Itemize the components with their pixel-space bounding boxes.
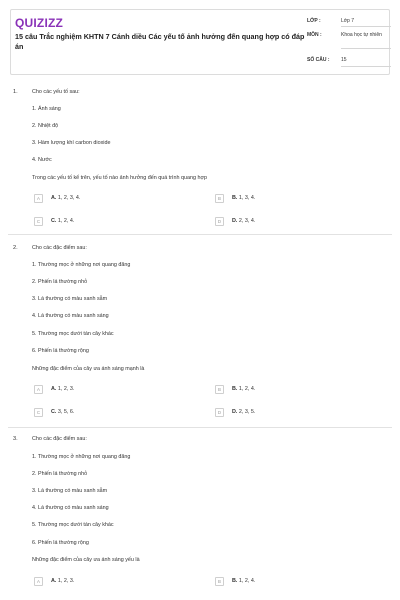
question-line: 4. Lá thường có màu xanh sáng (32, 505, 109, 511)
option-key: B. (232, 386, 238, 392)
option-letter: B (215, 577, 224, 586)
class-label: LỚP : (307, 18, 321, 24)
option-letter: C (34, 217, 43, 226)
worksheet-header (10, 9, 390, 75)
count-label: SỐ CÂU : (307, 57, 330, 63)
option-letter: D (215, 217, 224, 226)
question-divider (8, 234, 392, 235)
worksheet-title: 15 câu Trắc nghiệm KHTN 7 Cánh diều Các yếu tố ảnh hưởng đến quang hợp có đáp án (15, 32, 305, 51)
option-text: 2, 3, 4. (238, 218, 256, 224)
question-line: Những đặc điểm của cây ưa ánh sáng yếu là (32, 557, 140, 563)
question-number: 3. (13, 436, 18, 442)
question-line: 1. Thường mọc ở những nơi quang đãng (32, 454, 131, 460)
option-key: D. (232, 409, 238, 415)
question-line: Cho các đặc điểm sau: (32, 436, 87, 442)
option-text: 1, 2, 4. (238, 386, 256, 392)
class-underline (341, 26, 391, 27)
option-letter: C (34, 408, 43, 417)
question-divider (8, 427, 392, 428)
option-letter: A (34, 577, 43, 586)
option-key: C. (51, 409, 57, 415)
question-line: Những đặc điểm của cây ưa ánh sáng mạnh là (32, 366, 145, 372)
question-number: 2. (13, 245, 18, 251)
count-underline (341, 66, 391, 67)
option-key: A. (51, 195, 57, 201)
quizizz-logo: QUIZIZZ (15, 16, 64, 30)
subject-label: MÔN : (307, 32, 322, 38)
question-number: 1. (13, 89, 18, 95)
option-letter: B (215, 385, 224, 394)
option-key: B. (232, 578, 238, 584)
option-text: 1, 2, 4. (57, 218, 75, 224)
question-line: Cho các đặc điểm sau: (32, 245, 87, 251)
question-line: 3. Hàm lượng khí carbon dioxide (32, 140, 111, 146)
question-line: 1. Ánh sáng (32, 106, 61, 112)
option-key: A. (51, 386, 57, 392)
option-key: B. (232, 195, 238, 201)
option-text: 1, 3, 4. (238, 195, 256, 201)
question-line: 3. Lá thường có màu xanh sẫm (32, 296, 108, 302)
question-line: 4. Lá thường có màu xanh sáng (32, 313, 109, 319)
class-value: Lớp 7 (341, 18, 355, 24)
count-value: 15 (341, 57, 347, 63)
question-line: Cho các yếu tố sau: (32, 89, 80, 95)
question-line: 6. Phiến lá thường rộng (32, 348, 89, 354)
question-line: 1. Thường mọc ở những nơi quang đãng (32, 262, 131, 268)
question-line: 2. Phiến lá thường nhỏ (32, 279, 88, 285)
question-line: 2. Nhiệt độ (32, 123, 59, 129)
question-line: 4. Nước (32, 157, 52, 163)
option-text: 1, 2, 3. (57, 386, 75, 392)
option-letter: B (215, 194, 224, 203)
question-line: 6. Phiến lá thường rộng (32, 540, 89, 546)
subject-value: Khoa học tự nhiên (341, 32, 382, 38)
question-line: Trong các yếu tố kể trên, yếu tố nào ảnh hưởng đến quá trình quang hợp (32, 175, 208, 181)
question-line: 5. Thường mọc dưới tán cây khác (32, 522, 114, 528)
option-text: 1, 2, 3, 4. (57, 195, 81, 201)
option-text: 1, 2, 4. (238, 578, 256, 584)
option-text: 2, 3, 5. (238, 409, 256, 415)
option-text: 1, 2, 3. (57, 578, 75, 584)
option-letter: A (34, 385, 43, 394)
question-line: 5. Thường mọc dưới tán cây khác (32, 331, 114, 337)
question-line: 3. Lá thường có màu xanh sẫm (32, 488, 108, 494)
option-text: 3, 5, 6. (57, 409, 75, 415)
option-key: A. (51, 578, 57, 584)
question-line: 2. Phiến lá thường nhỏ (32, 471, 88, 477)
option-letter: D (215, 408, 224, 417)
option-letter: A (34, 194, 43, 203)
subject-underline (341, 48, 391, 49)
option-key: C. (51, 218, 57, 224)
option-key: D. (232, 218, 238, 224)
